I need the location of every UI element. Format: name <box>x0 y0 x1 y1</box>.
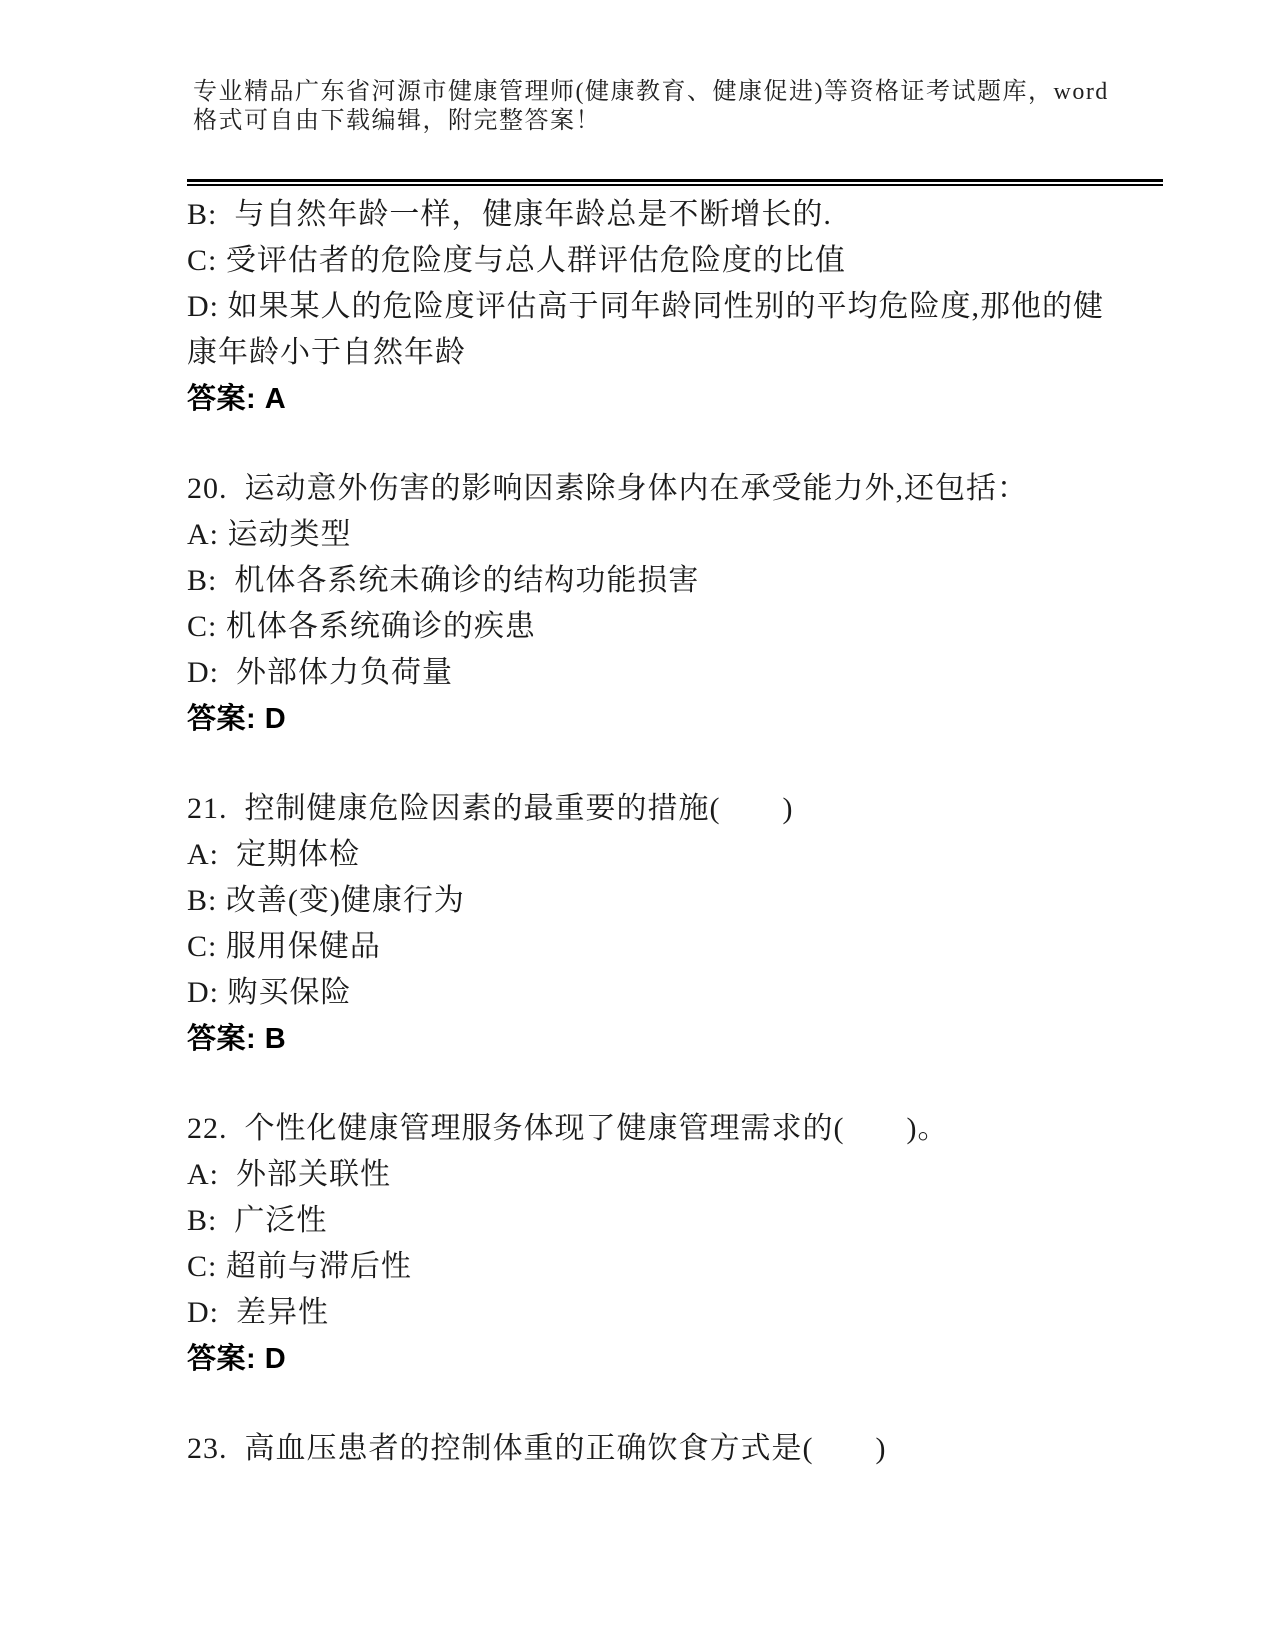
option-line: B: 广泛性 <box>187 1204 328 1237</box>
answer-line: 答案: B <box>187 1023 287 1055</box>
option-line: A: 定期体检 <box>187 838 360 871</box>
option-line: C: 服用保健品 <box>187 930 381 963</box>
header-line-1: 专业精品广东省河源市健康管理师(健康教育、健康促进)等资格证考试题库，word <box>193 79 1109 105</box>
question-block-21 <box>187 786 1235 1062</box>
answer-line: 答案: A <box>187 383 287 415</box>
option-line: B: 改善(变)健康行为 <box>187 884 465 917</box>
document-body <box>187 192 1235 1472</box>
question-line: 23. 高血压患者的控制体重的正确饮食方式是( ) <box>187 1432 887 1465</box>
header-divider-rule <box>187 179 1163 186</box>
question-block-22 <box>187 1106 1235 1382</box>
option-line: A: 运动类型 <box>187 518 352 551</box>
answer-line: 答案: D <box>187 703 287 735</box>
option-line: D: 购买保险 <box>187 976 352 1009</box>
option-line: D: 如果某人的危险度评估高于同年龄同性别的平均危险度,那他的健 <box>187 290 1104 323</box>
option-line: A: 外部关联性 <box>187 1158 391 1191</box>
option-line: B: 机体各系统未确诊的结构功能损害 <box>187 564 700 597</box>
question-block-23 <box>187 1426 1235 1472</box>
question-line: 22. 个性化健康管理服务体现了健康管理需求的( )。 <box>187 1112 949 1145</box>
question-line: 20. 运动意外伤害的影响因素除身体内在承受能力外,还包括： <box>187 472 1028 505</box>
answer-line: 答案: D <box>187 1343 287 1375</box>
option-line: C: 机体各系统确诊的疾患 <box>187 610 536 643</box>
option-line: C: 受评估者的危险度与总人群评估危险度的比值 <box>187 244 846 277</box>
question-block-20 <box>187 466 1235 742</box>
option-line: B: 与自然年龄一样，健康年龄总是不断增长的. <box>187 198 832 231</box>
page-header <box>0 0 1275 136</box>
question-block-19-partial <box>187 192 1235 422</box>
header-line-2: 格式可自由下载编辑，附完整答案！ <box>193 108 601 134</box>
option-line: D: 外部体力负荷量 <box>187 656 453 689</box>
option-line: C: 超前与滞后性 <box>187 1250 412 1283</box>
option-line-continuation: 康年龄小于自然年龄 <box>187 336 466 369</box>
option-line: D: 差异性 <box>187 1296 329 1329</box>
question-line: 21. 控制健康危险因素的最重要的措施( ) <box>187 792 794 825</box>
